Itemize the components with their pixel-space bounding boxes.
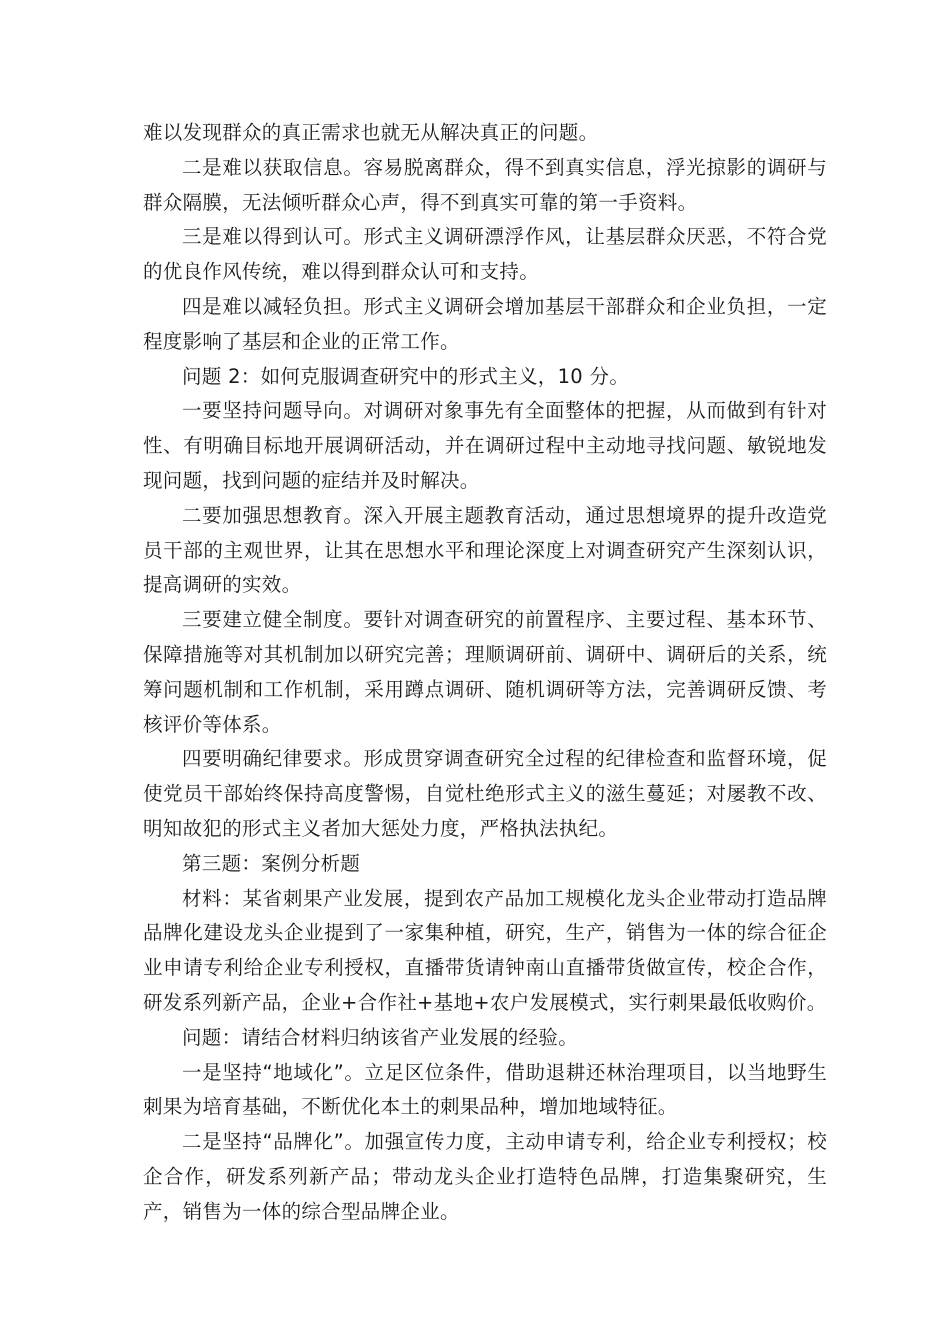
paragraph: 三要建立健全制度。要针对调查研究的前置程序、主要过程、基本环节、保障措施等对其机制加以研究完善；理顺调研前、调研中、调研后的关系，统筹问题机制和工作机制，采用蹲点调研、随机调研等方法，完善调研反馈、考核评价等体系。 [143, 608, 827, 736]
paragraph: 二要加强思想教育。深入开展主题教育活动，通过思想境界的提升改造党员干部的主观世界，让其在思想水平和理论深度上对调查研究产生深刻认识，提高调研的实效。 [143, 503, 827, 597]
paragraph: 一是坚持“地域化”。立足区位条件，借助退耕还林治理项目，以当地野生刺果为培育基础，不断优化本土的刺果品种，增加地域特征。 [143, 1060, 827, 1119]
document-body [143, 116, 827, 1230]
paragraph: 二是难以获取信息。容易脱离群众，得不到真实信息，浮光掠影的调研与群众隔膜，无法倾听群众心声，得不到真实可靠的第一手资料。 [143, 155, 827, 214]
paragraph: 一要坚持问题导向。对调研对象事先有全面整体的把握，从而做到有针对性、有明确目标地开展调研活动，并在调研过程中主动地寻找问题、敏锐地发现问题，找到问题的症结并及时解决。 [143, 399, 827, 492]
paragraph: 四是难以减轻负担。形式主义调研会增加基层干部群众和企业负担，一定程度影响了基层和企业的正常工作。 [143, 294, 827, 353]
paragraph: 三是难以得到认可。形式主义调研漂浮作风，让基层群众厌恶，不符合党的优良作风传统，难以得到群众认可和支持。 [143, 225, 827, 284]
section-heading: 第三题：案例分析题 [182, 851, 361, 875]
material-paragraph: 材料：某省刺果产业发展，提到农产品加工规模化龙头企业带动打造品牌品牌化建设龙头企业提到了一家集种植，研究，生产，销售为一体的综合征企业申请专利给企业专利授权，直播带货请钟南山直播带货做宣传，校企合作，研发系列新产品，企业+合作社+基地+农户发展模式，实行刺果最低收购价。 [143, 886, 827, 1014]
question-heading: 问题：请结合材料归纳该省产业发展的经验。 [182, 1025, 579, 1049]
question-heading: 问题 2：如何克服调查研究中的形式主义，10 分。 [182, 364, 630, 388]
paragraph: 四要明确纪律要求。形成贯穿调查研究全过程的纪律检查和监督环境，促使党员干部始终保持高度警惕，自觉杜绝形式主义的滋生蔓延；对屡教不改、明知故犯的形式主义者加大惩处力度，严格执法执纪。 [143, 747, 827, 840]
paragraph: 二是坚持“品牌化”。加强宣传力度，主动申请专利，给企业专利授权；校企合作，研发系列新产品；带动龙头企业打造特色品牌，打造集聚研究，生产，销售为一体的综合型品牌企业。 [143, 1130, 827, 1223]
paragraph: 难以发现群众的真正需求也就无从解决真正的问题。 [143, 121, 599, 144]
